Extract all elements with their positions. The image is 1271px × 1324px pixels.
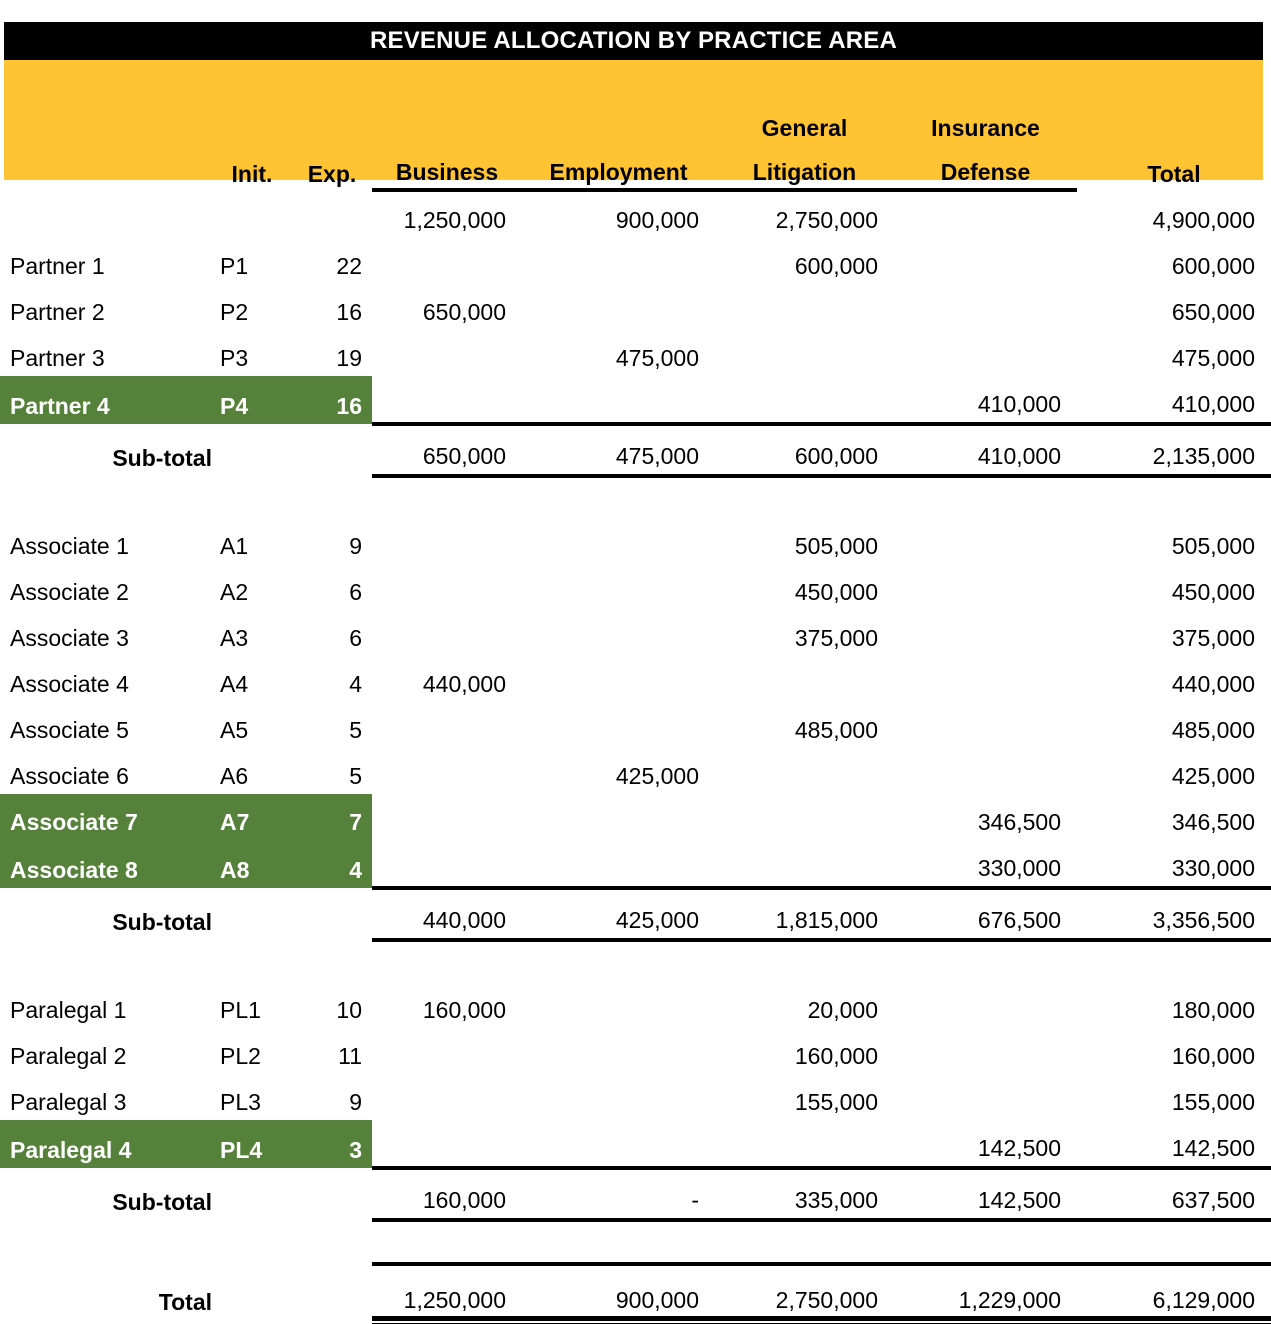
spacer-cell xyxy=(715,0,894,60)
row-employment[interactable] xyxy=(522,284,715,330)
row-litigation[interactable] xyxy=(715,330,894,376)
row-total[interactable]: 155,000 xyxy=(1171,1089,1255,1115)
row-total[interactable]: 330,000 xyxy=(1171,855,1255,881)
row-litigation[interactable]: 160,000 xyxy=(794,1043,878,1069)
row-initials[interactable]: A1 xyxy=(220,533,249,559)
row-total[interactable]: 142,500 xyxy=(1171,1135,1255,1161)
row-employment[interactable] xyxy=(522,518,715,564)
row-business[interactable] xyxy=(372,794,522,840)
subtotal-employment: - xyxy=(522,1168,715,1220)
spacer-cell xyxy=(292,940,372,982)
budget-init xyxy=(212,190,292,238)
table-row xyxy=(0,564,1271,610)
spacer-cell xyxy=(212,1220,292,1264)
spacer-cell xyxy=(1077,1220,1271,1264)
row-experience[interactable]: 9 xyxy=(349,533,362,559)
row-litigation[interactable]: 450,000 xyxy=(794,579,878,605)
spacer-cell xyxy=(212,476,292,518)
subtotal-business: 650,000 xyxy=(372,424,522,476)
spacer-cell xyxy=(0,1220,212,1264)
header-blank xyxy=(0,60,212,144)
row-name[interactable]: Associate 3 xyxy=(10,625,129,651)
row-total[interactable]: 180,000 xyxy=(1171,997,1255,1023)
row-litigation[interactable]: 375,000 xyxy=(794,625,878,651)
row-name[interactable]: Associate 8 xyxy=(0,840,212,888)
row-business[interactable]: 160,000 xyxy=(422,997,506,1023)
row-business[interactable] xyxy=(372,330,522,376)
row-employment[interactable] xyxy=(522,376,715,424)
row-business[interactable]: 650,000 xyxy=(422,299,506,325)
header-insurance-line2: Defense xyxy=(894,144,1077,190)
row-litigation[interactable] xyxy=(715,748,894,794)
budget-insurance xyxy=(894,190,1077,238)
row-business[interactable]: 440,000 xyxy=(422,671,506,697)
header-business-top xyxy=(372,60,522,144)
row-total[interactable]: 505,000 xyxy=(1171,533,1255,559)
subtotal-label: Sub-total xyxy=(112,445,212,471)
row-business[interactable] xyxy=(372,702,522,748)
row-insurance[interactable]: 330,000 xyxy=(977,855,1061,881)
grand-total-employment: 900,000 xyxy=(522,1264,715,1322)
row-total[interactable]: 375,000 xyxy=(1171,625,1255,651)
subtotal-row xyxy=(0,1168,1271,1220)
grand-total-label: Total xyxy=(158,1289,212,1315)
row-employment[interactable] xyxy=(522,1028,715,1074)
row-litigation[interactable] xyxy=(715,840,894,888)
spacer-cell xyxy=(212,940,292,982)
spacer-cell xyxy=(0,0,212,60)
row-employment[interactable] xyxy=(522,840,715,888)
row-insurance[interactable]: 410,000 xyxy=(977,391,1061,417)
row-employment[interactable] xyxy=(522,1120,715,1168)
table-row xyxy=(0,1120,1271,1168)
row-employment[interactable] xyxy=(522,564,715,610)
table-row xyxy=(0,284,1271,330)
column-header-row-bottom xyxy=(0,144,1271,190)
header-exp-top xyxy=(292,60,372,144)
row-experience[interactable]: 16 xyxy=(336,299,362,325)
subtotal-insurance: 676,500 xyxy=(894,888,1077,940)
row-litigation[interactable]: 505,000 xyxy=(794,533,878,559)
table-row xyxy=(0,1028,1271,1074)
table-row xyxy=(0,702,1271,748)
row-insurance[interactable] xyxy=(894,702,1077,748)
row-litigation[interactable] xyxy=(715,656,894,702)
row-name[interactable]: Paralegal 1 xyxy=(10,997,127,1023)
table-row xyxy=(0,656,1271,702)
subtotal-label: Sub-total xyxy=(112,909,212,935)
subtotal-litigation: 600,000 xyxy=(715,424,894,476)
row-employment[interactable]: 475,000 xyxy=(615,345,699,371)
spacer-cell xyxy=(522,476,715,518)
row-name[interactable]: Associate 5 xyxy=(10,717,129,743)
row-business[interactable] xyxy=(372,564,522,610)
row-insurance[interactable] xyxy=(894,748,1077,794)
grand-total-litigation: 2,750,000 xyxy=(715,1264,894,1322)
row-initials[interactable]: A3 xyxy=(220,625,249,651)
row-experience[interactable]: 11 xyxy=(338,1043,362,1069)
row-employment[interactable] xyxy=(522,1074,715,1120)
budget-business: 1,250,000 xyxy=(403,207,506,233)
row-name[interactable]: Partner 3 xyxy=(10,345,105,371)
row-initials[interactable]: A8 xyxy=(212,840,292,888)
row-name[interactable]: Paralegal 3 xyxy=(10,1089,127,1115)
row-experience[interactable]: 3 xyxy=(292,1120,372,1168)
row-insurance[interactable] xyxy=(894,1028,1077,1074)
row-name[interactable]: Associate 4 xyxy=(10,671,129,697)
row-total[interactable]: 160,000 xyxy=(1171,1043,1255,1069)
subtotal-total: 2,135,000 xyxy=(1077,424,1271,476)
row-initials[interactable]: PL4 xyxy=(212,1120,292,1168)
row-experience[interactable]: 5 xyxy=(349,717,362,743)
row-experience[interactable]: 22 xyxy=(336,253,362,279)
spacer-cell xyxy=(715,1220,894,1264)
section-gap xyxy=(0,940,1271,982)
row-total[interactable]: 410,000 xyxy=(1171,391,1255,417)
row-initials[interactable]: P3 xyxy=(220,345,249,371)
header-business: Business xyxy=(372,144,522,190)
row-total[interactable]: 450,000 xyxy=(1171,579,1255,605)
table-row xyxy=(0,748,1271,794)
row-insurance[interactable] xyxy=(894,1074,1077,1120)
row-business[interactable] xyxy=(372,748,522,794)
row-initials[interactable]: A4 xyxy=(220,671,249,697)
spacer-cell xyxy=(715,476,894,518)
budget-exp xyxy=(292,190,372,238)
row-experience[interactable]: 19 xyxy=(336,345,362,371)
grand-total-init-blank xyxy=(212,1264,292,1322)
row-experience[interactable]: 4 xyxy=(292,840,372,888)
row-name[interactable]: Associate 6 xyxy=(10,763,129,789)
subtotal-label: Sub-total xyxy=(112,1189,212,1215)
row-employment[interactable] xyxy=(522,982,715,1028)
row-experience[interactable]: 6 xyxy=(349,579,362,605)
row-name[interactable]: Partner 4 xyxy=(0,376,212,424)
spacer-cell xyxy=(292,0,372,60)
row-experience[interactable]: 16 xyxy=(292,376,372,424)
table-row xyxy=(0,840,1271,888)
row-initials[interactable]: P4 xyxy=(212,376,292,424)
spacer-cell xyxy=(0,476,212,518)
row-total[interactable]: 485,000 xyxy=(1171,717,1255,743)
subtotal-litigation: 335,000 xyxy=(715,1168,894,1220)
spacer-cell xyxy=(894,1220,1077,1264)
row-litigation[interactable]: 155,000 xyxy=(794,1089,878,1115)
subtotal-employment: 425,000 xyxy=(522,888,715,940)
row-total[interactable]: 650,000 xyxy=(1171,299,1255,325)
table-row xyxy=(0,376,1271,424)
row-litigation[interactable] xyxy=(715,284,894,330)
row-experience[interactable]: 7 xyxy=(292,794,372,840)
row-employment[interactable] xyxy=(522,794,715,840)
row-total[interactable]: 346,500 xyxy=(1171,809,1255,835)
spacer-cell xyxy=(1077,0,1271,60)
spacer-cell xyxy=(894,940,1077,982)
table-row xyxy=(0,610,1271,656)
row-business[interactable] xyxy=(372,518,522,564)
header-insurance-line1: Insurance xyxy=(931,115,1040,141)
row-initials[interactable]: PL2 xyxy=(220,1043,261,1069)
spacer-cell xyxy=(522,0,715,60)
row-insurance[interactable] xyxy=(894,564,1077,610)
row-litigation[interactable] xyxy=(715,794,894,840)
row-insurance[interactable] xyxy=(894,238,1077,284)
column-header-row-top xyxy=(0,60,1271,144)
row-total[interactable]: 425,000 xyxy=(1171,763,1255,789)
row-experience[interactable]: 10 xyxy=(336,997,362,1023)
row-insurance[interactable]: 346,500 xyxy=(977,809,1061,835)
row-insurance[interactable] xyxy=(894,284,1077,330)
header-employment: Employment xyxy=(522,144,715,190)
row-employment[interactable] xyxy=(522,702,715,748)
section-gap xyxy=(0,1220,1271,1264)
header-litigation-line1: General xyxy=(761,115,848,141)
row-experience[interactable]: 6 xyxy=(349,625,362,651)
spacer-cell xyxy=(372,940,522,982)
header-total: Total xyxy=(1147,161,1201,187)
table-row xyxy=(0,982,1271,1028)
table-row xyxy=(0,1074,1271,1120)
spacer-cell xyxy=(894,476,1077,518)
row-business[interactable] xyxy=(372,238,522,284)
row-insurance[interactable] xyxy=(894,518,1077,564)
subtotal-exp-blank xyxy=(292,424,372,476)
row-employment[interactable] xyxy=(522,656,715,702)
row-experience[interactable]: 4 xyxy=(349,671,362,697)
subtotal-exp-blank xyxy=(292,888,372,940)
row-initials[interactable]: PL1 xyxy=(220,997,261,1023)
header-total-top xyxy=(1077,60,1271,144)
header-employment-top xyxy=(522,60,715,144)
row-total[interactable]: 475,000 xyxy=(1171,345,1255,371)
subtotal-init-blank xyxy=(212,424,292,476)
row-experience[interactable]: 9 xyxy=(349,1089,362,1115)
spacer-cell xyxy=(894,0,1077,60)
row-business[interactable] xyxy=(372,376,522,424)
table-row xyxy=(0,518,1271,564)
row-business[interactable] xyxy=(372,1074,522,1120)
row-name[interactable]: Partner 2 xyxy=(10,299,105,325)
title-bar-spacer xyxy=(0,0,1271,60)
header-name xyxy=(0,144,212,190)
row-initials[interactable]: P2 xyxy=(220,299,249,325)
row-business[interactable] xyxy=(372,1028,522,1074)
header-litigation-line2: Litigation xyxy=(715,144,894,190)
row-litigation[interactable] xyxy=(715,1120,894,1168)
spacer-cell xyxy=(292,476,372,518)
row-total[interactable]: 600,000 xyxy=(1171,253,1255,279)
page-title: REVENUE ALLOCATION BY PRACTICE AREA xyxy=(369,27,898,54)
budget-name xyxy=(0,190,212,238)
row-initials[interactable]: A7 xyxy=(212,794,292,840)
spacer-cell xyxy=(372,0,522,60)
header-init-top xyxy=(212,60,292,144)
row-litigation[interactable]: 485,000 xyxy=(794,717,878,743)
subtotal-employment: 475,000 xyxy=(522,424,715,476)
row-insurance[interactable] xyxy=(894,330,1077,376)
subtotal-total: 3,356,500 xyxy=(1077,888,1271,940)
row-name[interactable]: Associate 7 xyxy=(0,794,212,840)
spacer-cell xyxy=(1077,940,1271,982)
grand-total-row xyxy=(0,1264,1271,1322)
row-insurance[interactable] xyxy=(894,610,1077,656)
spacer-cell xyxy=(212,0,292,60)
budget-row xyxy=(0,190,1271,238)
row-name[interactable]: Paralegal 2 xyxy=(10,1043,127,1069)
subtotal-row xyxy=(0,888,1271,940)
spacer-cell xyxy=(522,940,715,982)
row-initials[interactable]: A2 xyxy=(220,579,249,605)
subtotal-insurance: 142,500 xyxy=(894,1168,1077,1220)
spacer-cell xyxy=(372,1220,522,1264)
row-insurance[interactable] xyxy=(894,982,1077,1028)
subtotal-init-blank xyxy=(212,1168,292,1220)
table-row xyxy=(0,794,1271,840)
budget-total: 4,900,000 xyxy=(1152,207,1255,233)
subtotal-litigation: 1,815,000 xyxy=(715,888,894,940)
table-row xyxy=(0,330,1271,376)
subtotal-row xyxy=(0,424,1271,476)
row-employment[interactable] xyxy=(522,238,715,284)
row-name[interactable]: Partner 1 xyxy=(10,253,105,279)
row-employment[interactable]: 425,000 xyxy=(615,763,699,789)
subtotal-business: 440,000 xyxy=(372,888,522,940)
row-employment[interactable] xyxy=(522,610,715,656)
spacer-cell xyxy=(1077,476,1271,518)
budget-litigation: 2,750,000 xyxy=(775,207,878,233)
spacer-cell xyxy=(715,940,894,982)
subtotal-exp-blank xyxy=(292,1168,372,1220)
row-litigation[interactable]: 20,000 xyxy=(807,997,878,1023)
spacer-cell xyxy=(0,940,212,982)
subtotal-init-blank xyxy=(212,888,292,940)
spacer-cell xyxy=(372,476,522,518)
row-name[interactable]: Associate 2 xyxy=(10,579,129,605)
grand-total-exp-blank xyxy=(292,1264,372,1322)
subtotal-insurance: 410,000 xyxy=(894,424,1077,476)
grand-total-insurance: 1,229,000 xyxy=(894,1264,1077,1322)
row-business[interactable] xyxy=(372,610,522,656)
row-litigation[interactable] xyxy=(715,376,894,424)
spacer-cell xyxy=(292,1220,372,1264)
subtotal-total: 637,500 xyxy=(1077,1168,1271,1220)
section-gap xyxy=(0,476,1271,518)
row-experience[interactable]: 5 xyxy=(349,763,362,789)
row-initials[interactable]: A5 xyxy=(220,717,249,743)
subtotal-business: 160,000 xyxy=(372,1168,522,1220)
row-name[interactable]: Associate 1 xyxy=(10,533,129,559)
row-litigation[interactable]: 600,000 xyxy=(794,253,878,279)
row-insurance[interactable] xyxy=(894,656,1077,702)
row-initials[interactable]: A6 xyxy=(220,763,249,789)
table-row xyxy=(0,238,1271,284)
header-init: Init. xyxy=(231,161,273,187)
spacer-cell xyxy=(522,1220,715,1264)
row-initials[interactable]: P1 xyxy=(220,253,249,279)
row-insurance[interactable]: 142,500 xyxy=(977,1135,1061,1161)
row-initials[interactable]: PL3 xyxy=(220,1089,261,1115)
row-business[interactable] xyxy=(372,1120,522,1168)
row-business[interactable] xyxy=(372,840,522,888)
header-exp: Exp. xyxy=(307,161,357,187)
row-total[interactable]: 440,000 xyxy=(1171,671,1255,697)
row-name[interactable]: Paralegal 4 xyxy=(0,1120,212,1168)
grand-total-total: 6,129,000 xyxy=(1077,1264,1271,1322)
grand-total-business: 1,250,000 xyxy=(372,1264,522,1322)
budget-employment: 900,000 xyxy=(615,207,699,233)
